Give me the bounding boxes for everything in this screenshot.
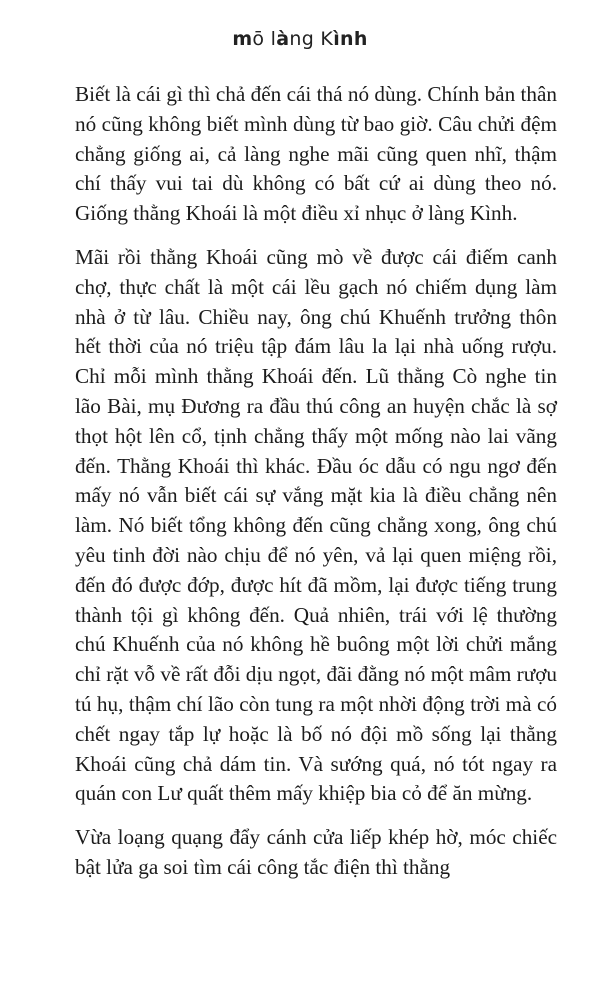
header-fragment: ình bbox=[333, 28, 368, 50]
header-fragment: à bbox=[276, 28, 290, 50]
running-header bbox=[0, 28, 600, 50]
header-fragment: m bbox=[232, 28, 253, 50]
header-fragment: ng K bbox=[289, 28, 334, 50]
paragraph: Mãi rồi thằng Khoái cũng mò về được cái điếm canh chợ, thực chất là một cái lều gạch nó chiếm dụng làm nhà ở từ lâu. Chiều nay, ông chú Khuếnh trưởng thôn hết thời của nó triệu tập đám lâu la lại nhà uống rượu. Chỉ mỗi mình thằng Khoái đến. Lũ thằng Cò nghe tin lão Bài, mụ Đương ra đầu thú công an huyện chắc là sợ thọt hột lên cổ, tịnh chẳng thấy một mống nào lai vãng đến. Thằng Khoái thì khác. Đầu óc dẫu có ngu ngơ đến mấy nó vẫn biết cái sự vắng mặt kia là điều chẳng nên làm. Nó biết tổng không đến cũng chẳng xong, ông chú yêu tinh đời nào chịu để nó yên, vả lại quen miệng rồi, đến đó được đớp, được hít đã mồm, lại được tiếng trung thành tội gì không đến. Quả nhiên, trái với lệ thường chú Khuếnh của nó không hề buông một lời chửi mắng chỉ rặt vỗ về rất đỗi dịu ngọt, đãi đằng nó một mâm rượu tú hụ, thậm chí lão còn tung ra một nhời động trời mà có chết ngay tắp lự hoặc là bố nó đội mồ sống lại thằng Khoái cũng chả dám tin. Và sướng quá, nó tót ngay ra quán con Lư quất thêm mấy khiệp bia cỏ để ăn mừng. bbox=[75, 244, 557, 806]
header-fragment: ō l bbox=[252, 28, 277, 50]
paragraph: Vừa loạng quạng đẩy cánh cửa liếp khép hờ, móc chiếc bật lửa ga soi tìm cái công tắc điện thì thằng bbox=[75, 825, 557, 879]
paragraph: Biết là cái gì thì chả đến cái thá nó dùng. Chính bản thân nó cũng không biết mình dùng từ bao giờ. Câu chửi đệm chẳng giống ai, cả làng nghe mãi cũng quen nhĩ, thậm chí thấy vui tai dù không có bất cứ ai dùng theo nó. Giống thằng Khoái là một điều xỉ nhục ở làng Kình. bbox=[75, 82, 557, 226]
body-text bbox=[75, 80, 557, 897]
